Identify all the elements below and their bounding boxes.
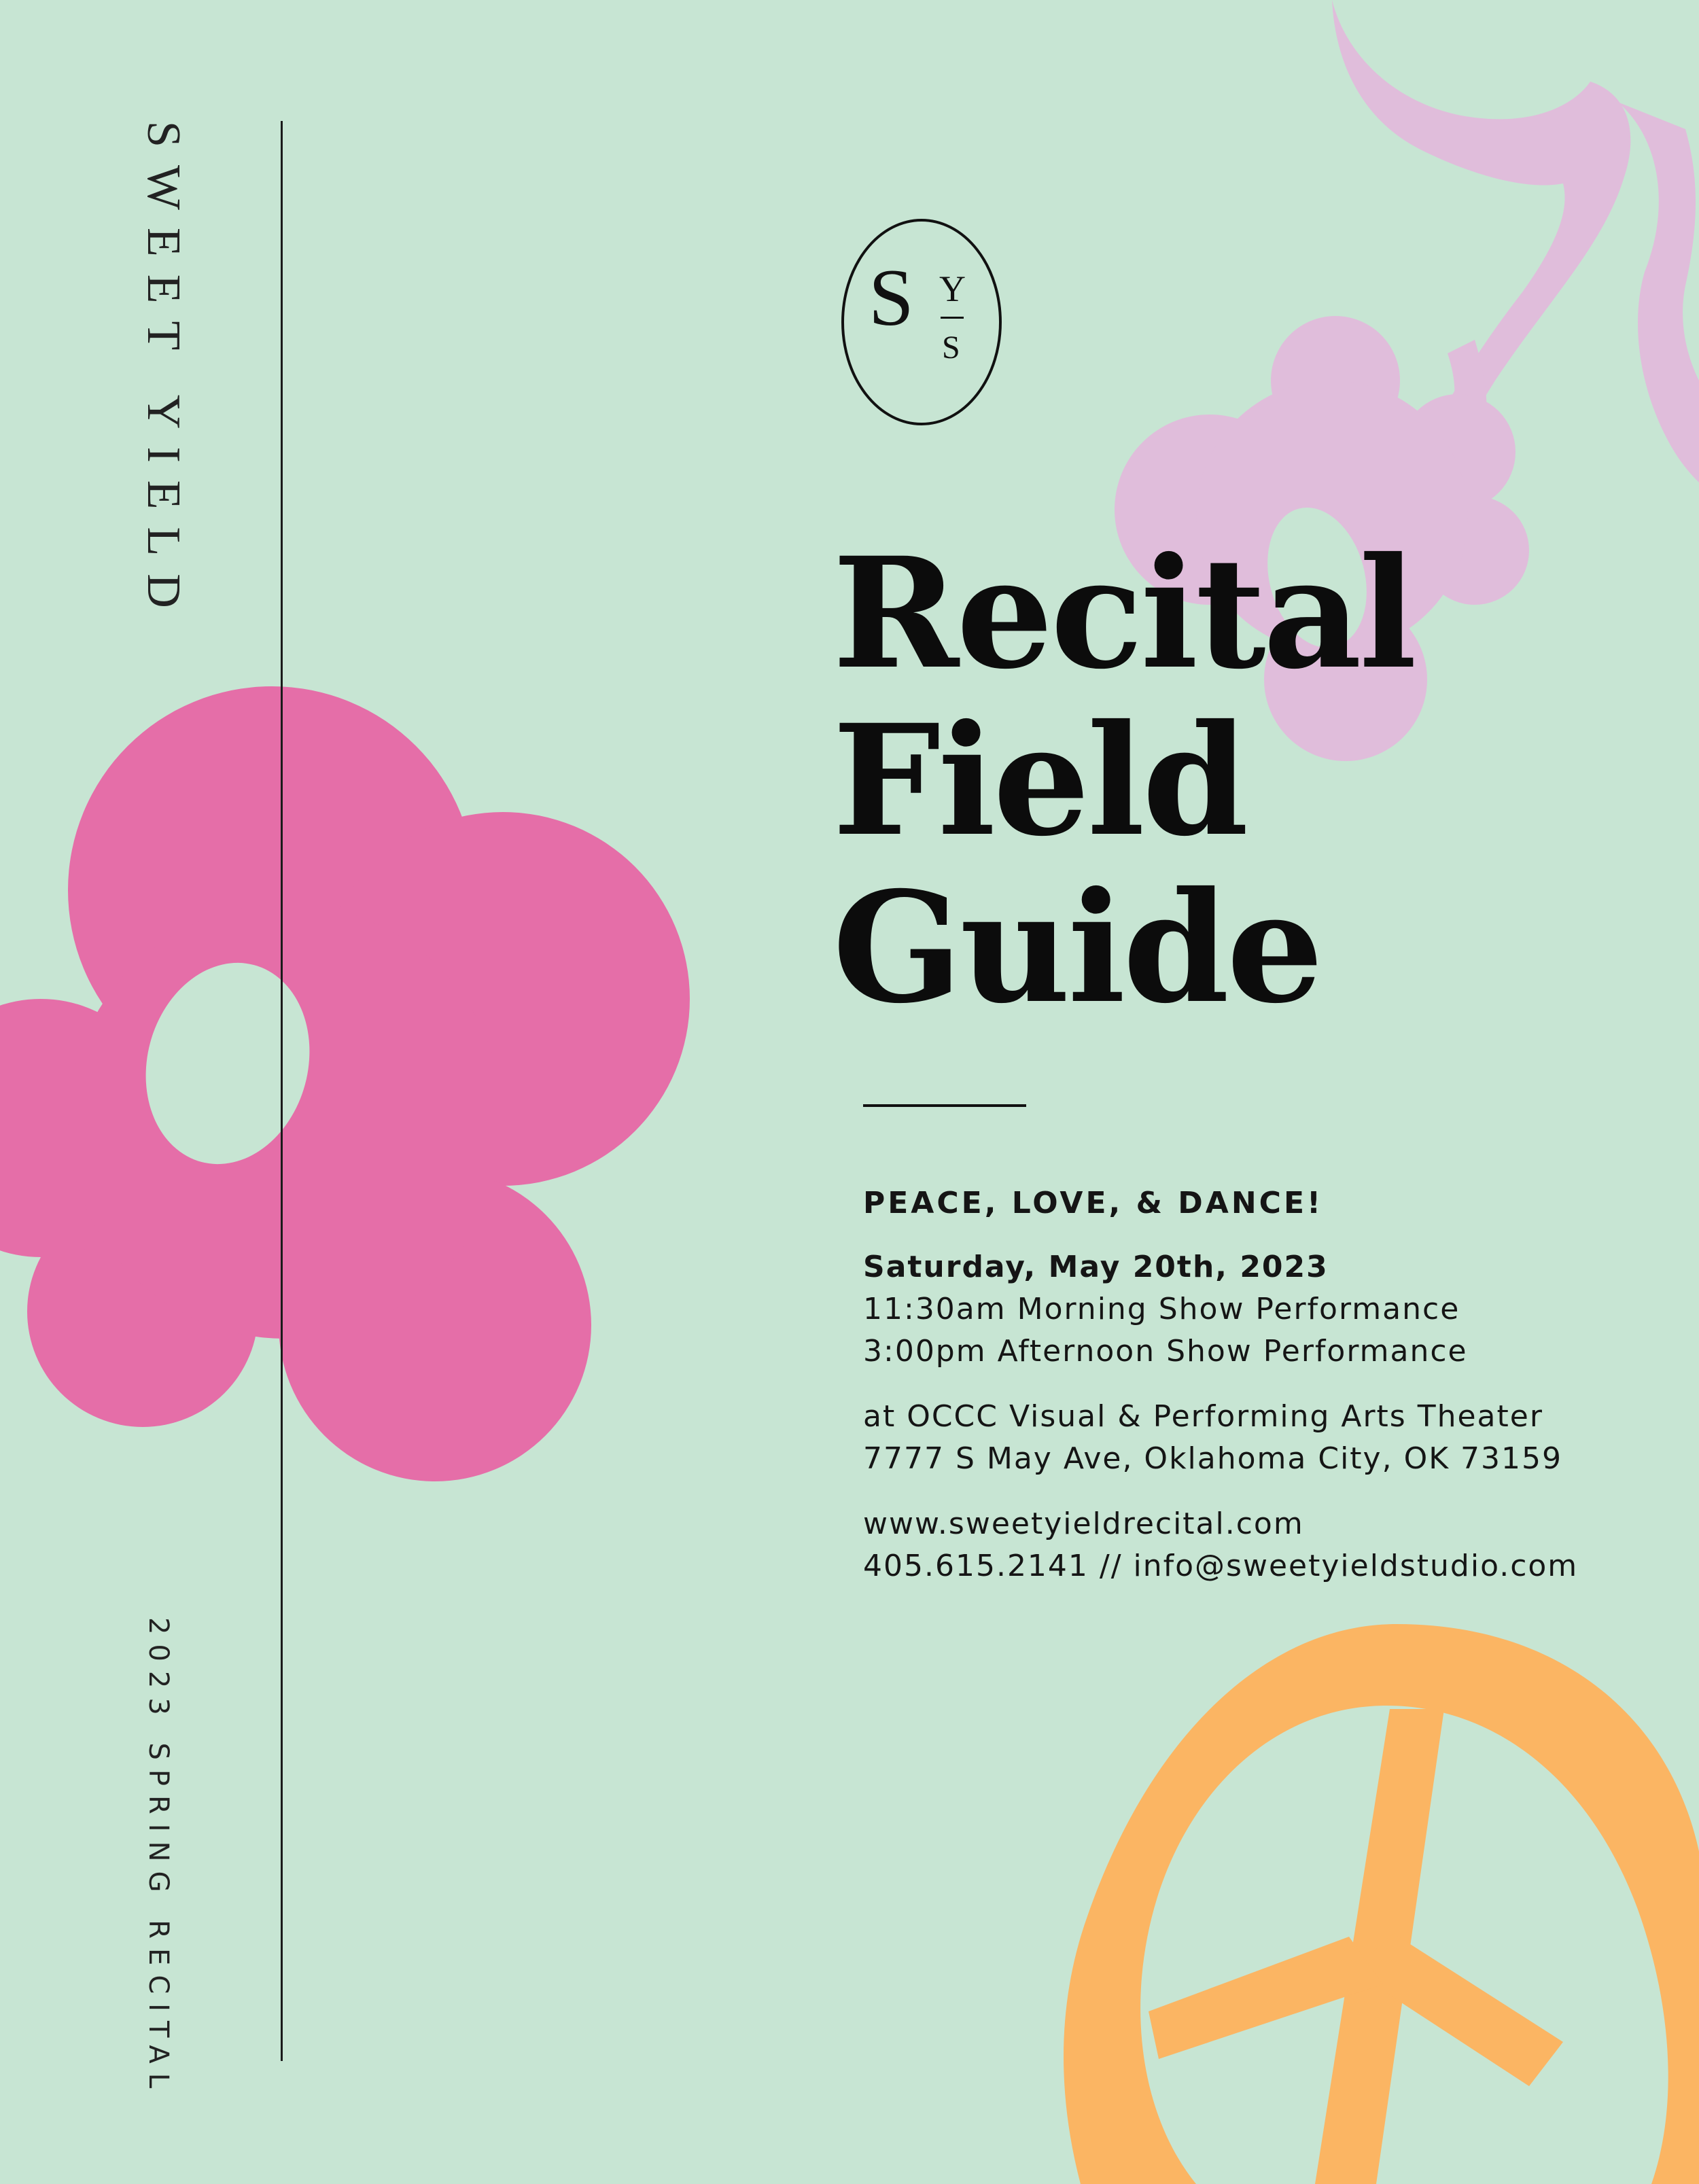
event-details (863, 1182, 1578, 1587)
contact-info[interactable]: 405.615.2141 // info@sweetyieldstudio.com (863, 1549, 1579, 1583)
title-line-2: Field (833, 691, 1246, 870)
event-date: Saturday, May 20th, 2023 (863, 1250, 1329, 1284)
website-link[interactable]: www.sweetyieldrecital.com (863, 1507, 1304, 1541)
pink-flower-icon (0, 686, 690, 1481)
monogram-logo (840, 217, 1003, 427)
afternoon-show: 3:00pm Afternoon Show Performance (863, 1334, 1468, 1369)
side-recital-label: 2023 SPRING RECITAL (143, 1617, 174, 2098)
venue: at OCCC Visual & Performing Arts Theater (863, 1399, 1543, 1434)
address: 7777 S May Ave, Oklahoma City, OK 73159 (863, 1441, 1563, 1476)
tagline: PEACE, LOVE, & DANCE! (863, 1186, 1324, 1220)
logo-letter-s-small: S (942, 330, 960, 366)
logo-oval-icon (840, 217, 1003, 427)
page-title (833, 524, 1414, 1037)
title-line-3: Guide (833, 858, 1321, 1037)
logo-letter-y: Y (939, 268, 966, 309)
vertical-divider (281, 121, 283, 2061)
peace-sign-icon (1064, 1624, 1699, 2184)
logo-bar (941, 317, 964, 319)
lilac-loop-icon (1617, 102, 1699, 482)
side-brand-name: SWEET YIELD (137, 121, 190, 626)
title-divider (863, 1104, 1026, 1107)
logo-letter-s: S (869, 252, 914, 342)
morning-show: 11:30am Morning Show Performance (863, 1292, 1460, 1326)
title-line-1: Recital (833, 524, 1414, 703)
